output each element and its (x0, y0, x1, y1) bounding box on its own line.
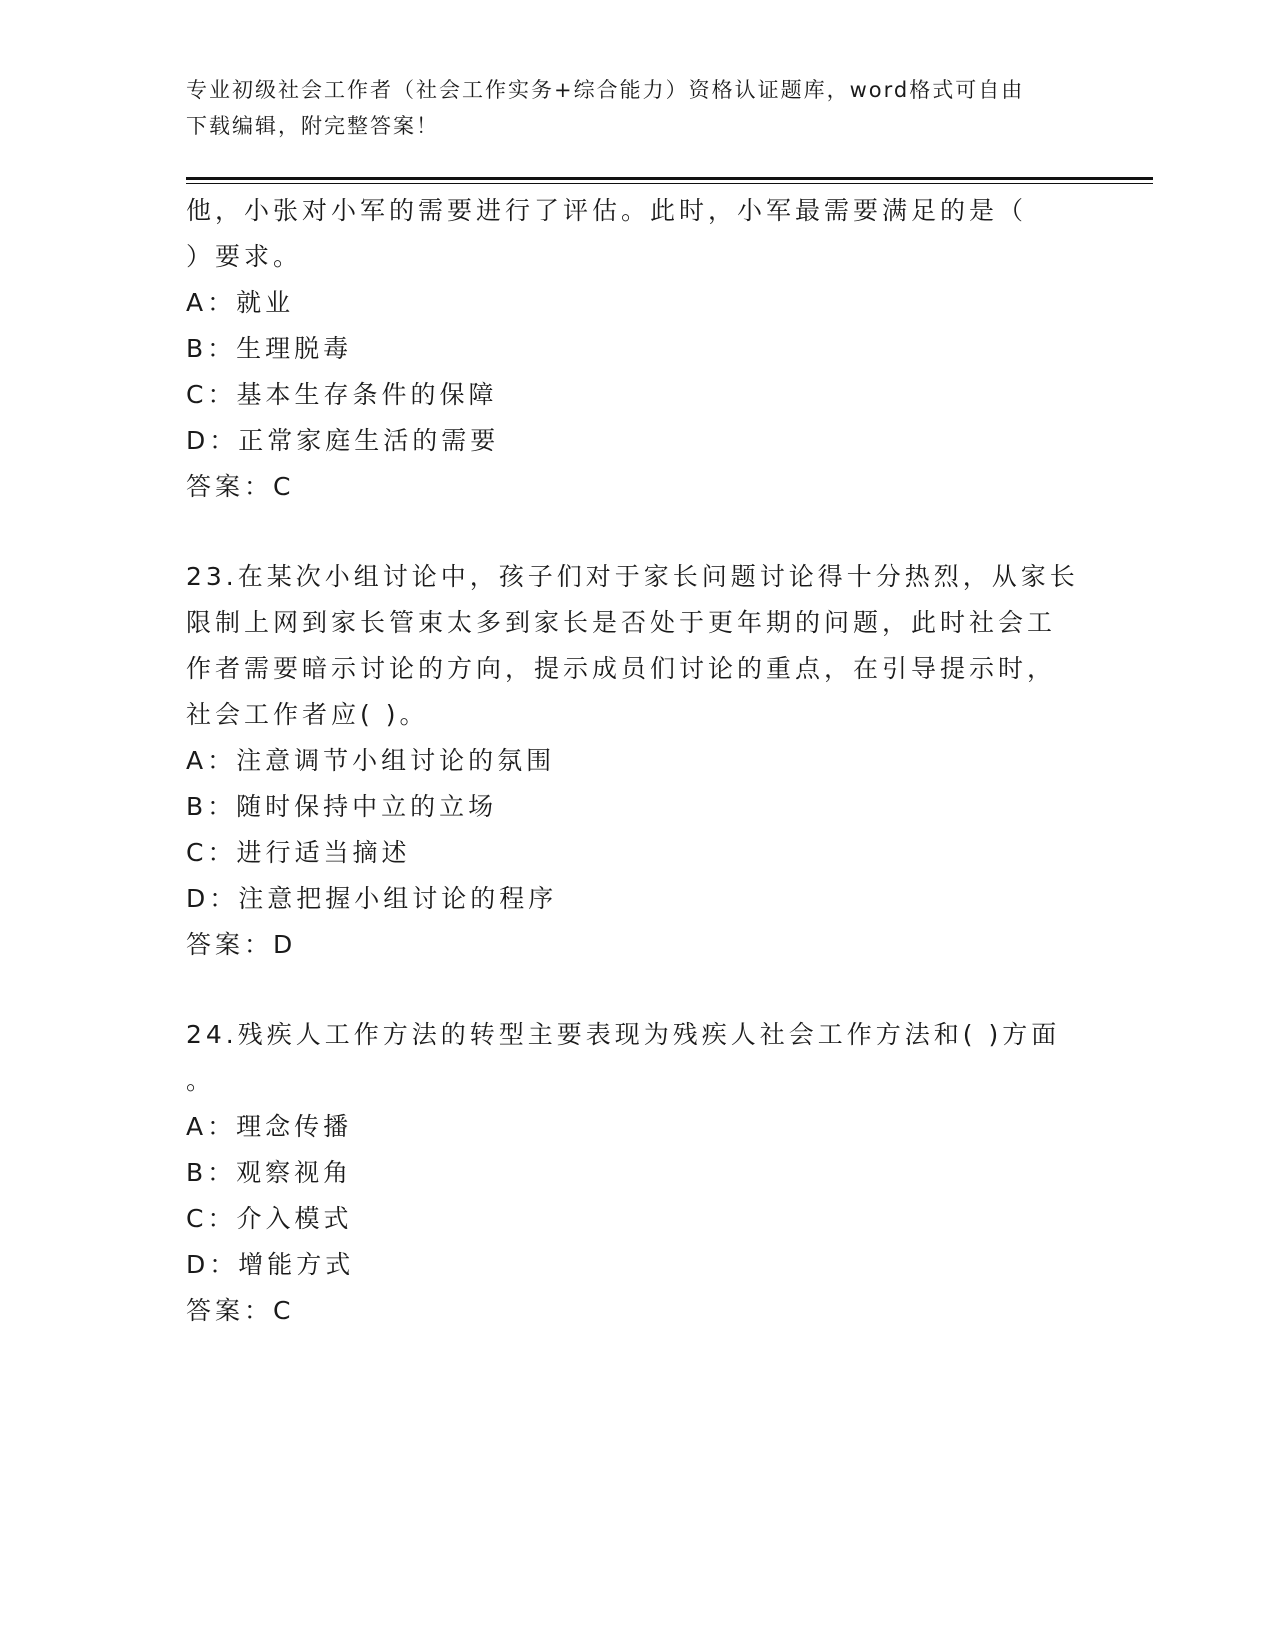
question-24 (186, 1012, 1086, 1334)
question-23 (186, 554, 1086, 968)
question-text-line: 社会工作者应( )。 (186, 700, 429, 729)
option-c: C：介入模式 (186, 1204, 353, 1233)
option-a: A：理念传播 (186, 1112, 353, 1141)
answer: 答案：D (186, 930, 297, 959)
question-text-line: 他，小张对小军的需要进行了评估。此时，小军最需要满足的是（ (186, 196, 1028, 225)
option-a: A：注意调节小组讨论的氛围 (186, 746, 556, 775)
option-c: C：基本生存条件的保障 (186, 380, 498, 409)
answer: 答案：C (186, 472, 295, 501)
header-line-1: 专业初级社会工作者（社会工作实务+综合能力）资格认证题库，word格式可自由 (186, 78, 1025, 102)
option-d: D：增能方式 (186, 1250, 355, 1279)
option-d: D：正常家庭生活的需要 (186, 426, 500, 455)
question-content (186, 188, 1086, 1378)
option-c: C：进行适当摘述 (186, 838, 411, 867)
header-divider-thick (186, 177, 1153, 180)
option-b: B：随时保持中立的立场 (186, 792, 498, 821)
header-divider-thin (186, 183, 1153, 184)
question-text-line: 作者需要暗示讨论的方向，提示成员们讨论的重点，在引导提示时， (186, 654, 1057, 683)
answer: 答案：C (186, 1296, 295, 1325)
question-22 (186, 188, 1086, 510)
document-header (186, 72, 1086, 144)
header-line-2: 下载编辑，附完整答案！ (186, 114, 439, 138)
option-b: B：生理脱毒 (186, 334, 353, 363)
question-text-line: ）要求。 (186, 242, 303, 271)
option-b: B：观察视角 (186, 1158, 353, 1187)
option-d: D：注意把握小组讨论的程序 (186, 884, 558, 913)
option-a: A：就业 (186, 288, 295, 317)
question-text-line: 。 (186, 1066, 216, 1095)
question-text-line: 24.残疾人工作方法的转型主要表现为残疾人社会工作方法和( )方面 (186, 1020, 1061, 1049)
question-text-line: 限制上网到家长管束太多到家长是否处于更年期的问题，此时社会工 (186, 608, 1057, 637)
question-text-line: 23.在某次小组讨论中，孩子们对于家长问题讨论得十分热烈，从家长 (186, 562, 1079, 591)
